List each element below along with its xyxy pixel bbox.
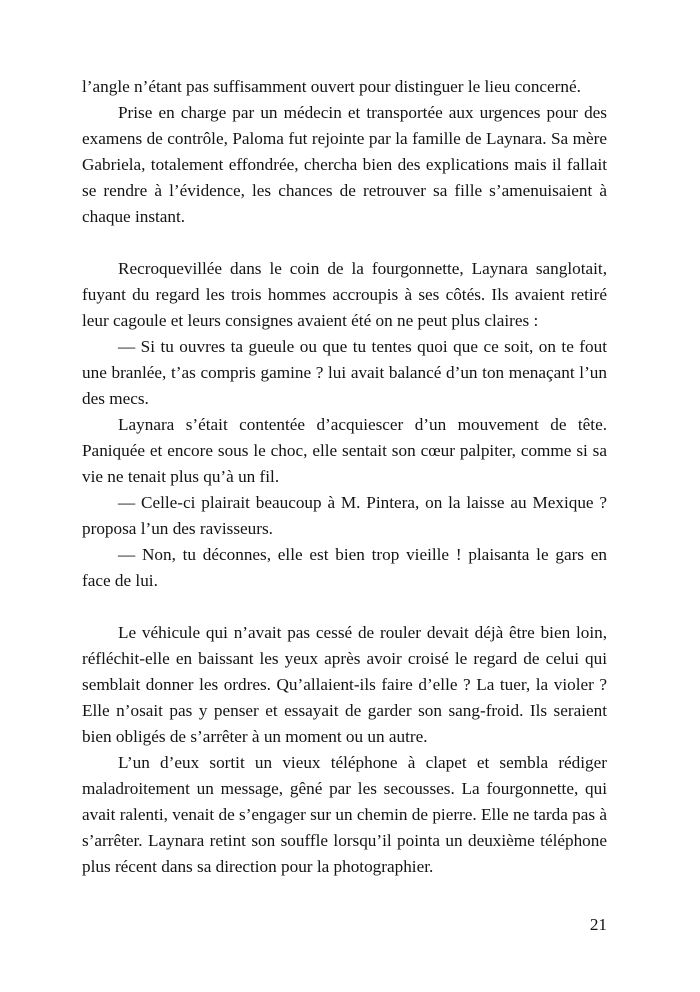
paragraph-9: L’un d’eux sortit un vieux téléphone à clapet et sembla rédiger maladroitement un message, gêné par les secousses. La fourgonnette, qui avait ralenti, venait de s’engager sur un chemin de pierre. Elle ne tarda pas à s’arrêter. Laynara retint son souffle lorsqu’il pointa un deuxième téléphone plus récent dans sa direction pour la photographier. <box>82 753 607 876</box>
paragraph-8: Le véhicule qui n’avait pas cessé de rouler devait déjà être bien loin, réfléchit-elle en baissant les yeux après avoir croisé le regard de celui qui semblait donner les ordres. Qu’allaient-ils faire d’elle ? La tuer, la violer ? Elle n’osait pas y penser et essayait de garder son sang-froid. Ils seraient bien obligés de s’arrêter à un moment ou un autre. <box>82 623 607 746</box>
page-number: 21 <box>589 915 607 934</box>
paragraph-4-dialogue: — Si tu ouvres ta gueule ou que tu tentes quoi que ce soit, on te fout une branlée, t’as compris gamine ? lui avait balancé d’un ton menaçant l’un des mecs. <box>82 337 607 408</box>
paragraph-5: Laynara s’était contentée d’acquiescer d’un mouvement de tête. Paniquée et encore sous le choc, elle sentait son cœur palpiter, comme si sa vie ne tenait plus qu’à un fil. <box>82 415 607 486</box>
paragraph-3: Recroquevillée dans le coin de la fourgonnette, Laynara sanglotait, fuyant du regard les trois hommes accroupis à ses côtés. Ils avaient retiré leur cagoule et leurs consignes avaient été on ne peut plus claires : <box>82 259 607 330</box>
paragraph-6-dialogue: — Celle-ci plairait beaucoup à M. Pintera, on la laisse au Mexique ? proposa l’un des ravisseurs. <box>82 493 607 538</box>
paragraph-7-dialogue: — Non, tu déconnes, elle est bien trop vieille ! plaisanta le gars en face de lui. <box>82 545 607 590</box>
paragraph-1: l’angle n’étant pas suffisamment ouvert pour distinguer le lieu concerné. <box>82 77 581 96</box>
paragraph-2: Prise en charge par un médecin et transportée aux urgences pour des examens de contrôle, Paloma fut rejointe par la famille de Laynara. Sa mère Gabriela, totalement effondrée, chercha bien des explications mais il fallait se rendre à l’évidence, les chances de retrouver sa fille s’amenuisaient à chaque instant. <box>82 103 607 226</box>
page-text <box>82 74 607 880</box>
